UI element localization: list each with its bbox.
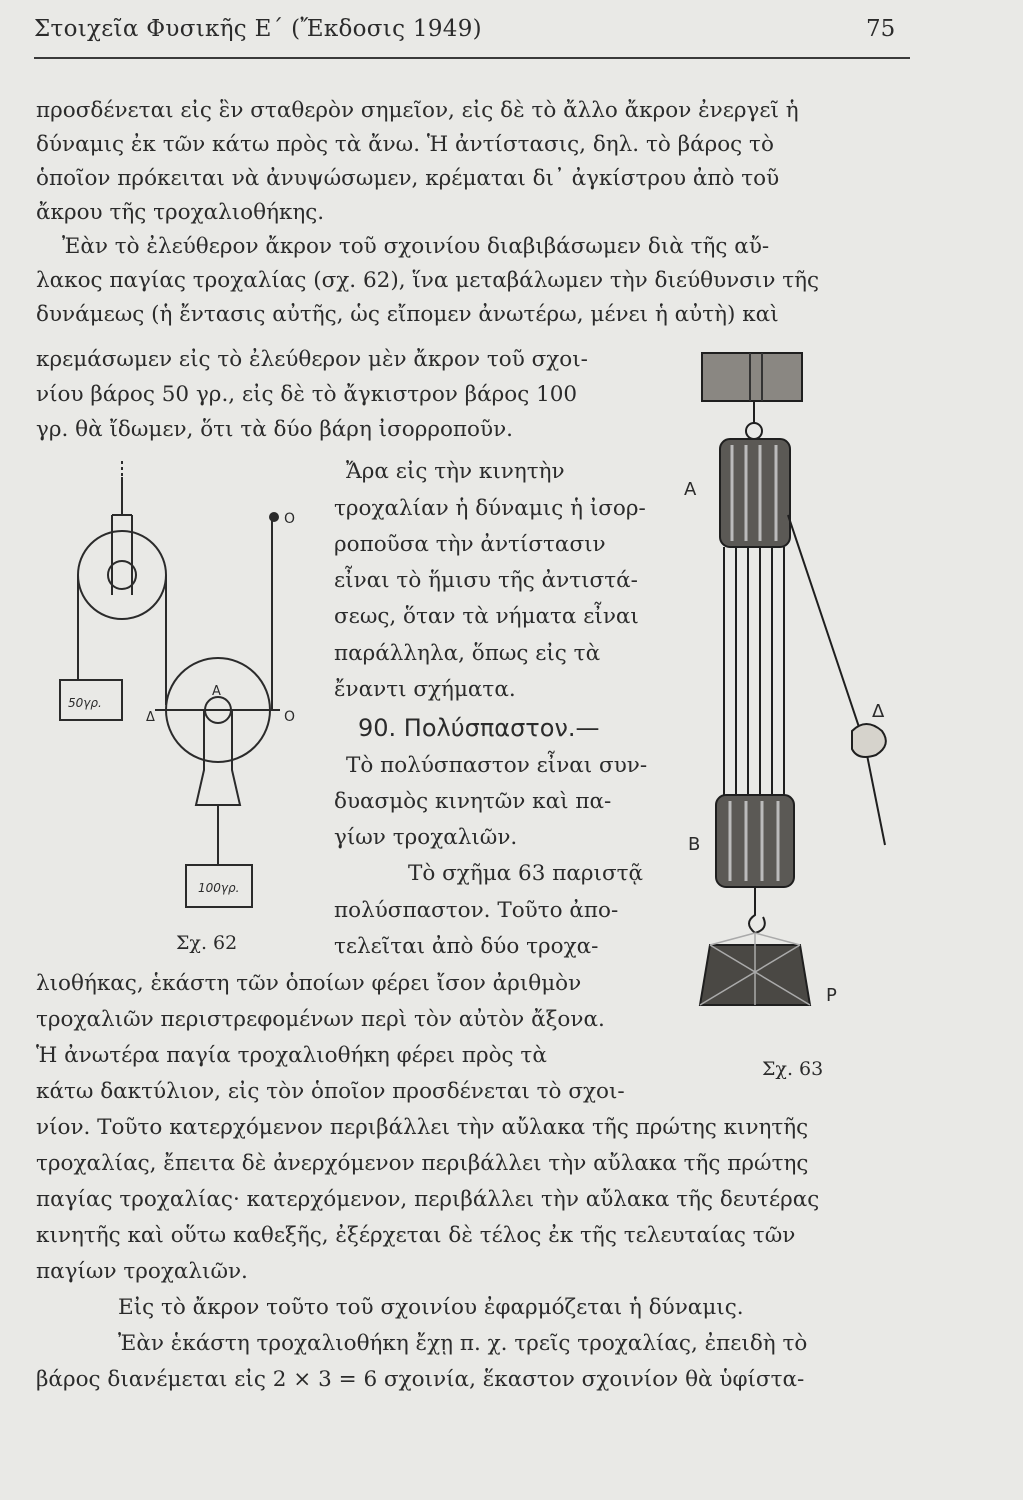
body-line: παγίων τροχαλιῶν. xyxy=(36,1259,248,1284)
anchor-point xyxy=(270,513,278,521)
intro-line: προσδένεται εἰς ἓν σταθερὸν σημεῖον, εἰς δὲ τὸ ἄλλο ἄκρον ἐνεργεῖ ἡ xyxy=(36,98,799,123)
label-O-top: O xyxy=(284,511,296,527)
body-line: Εἰς τὸ ἄκρον τοῦτο τοῦ σχοινίου ἐφαρμόζεται ἡ δύναμις. xyxy=(118,1295,744,1320)
body-line: τροχαλιῶν περιστρεφομένων περὶ τὸν αὐτὸν ἄξονα. xyxy=(36,1007,605,1032)
section-line: τελεῖται ἀπὸ δύο τροχα- xyxy=(334,934,599,959)
intro-line: ἄκρου τῆς τροχαλιοθήκης. xyxy=(36,200,325,225)
label-P-fig63: P xyxy=(826,985,837,1006)
figure-63-caption: Σχ. 63 xyxy=(762,1058,824,1080)
column-line: σεως, ὅταν τὰ νήματα εἶναι xyxy=(334,604,639,629)
label-B-fig63: B xyxy=(688,834,701,855)
lower-block xyxy=(716,795,794,887)
fixed-pulley xyxy=(78,531,166,619)
lower-hook xyxy=(749,887,765,933)
section-heading: 90. Πολύσπαστον.— xyxy=(358,714,600,742)
top-ring xyxy=(746,423,762,439)
intro-line: λακος παγίας τροχαλίας (σχ. 62), ἵνα μεταβάλωμεν τὴν διεύθυνσιν τῆς xyxy=(36,268,820,293)
header-rule xyxy=(34,57,910,59)
figure-62-pulley-diagram xyxy=(40,455,330,915)
body-line: λιοθήκας, ἑκάστη τῶν ὁποίων φέρει ἴσον ἀριθμὸν xyxy=(36,971,582,996)
running-header-title: Στοιχεῖα Φυσικῆς Ε΄ (Ἔκδοσις 1949) xyxy=(34,16,482,42)
wooden-beam xyxy=(702,353,802,401)
section-line: πολύσπαστον. Τοῦτο ἀπο- xyxy=(334,898,619,923)
movable-pulley-hanger xyxy=(196,710,240,805)
body-line: βάρος διανέμεται εἰς 2 × 3 = 6 σχοινία, ἕκαστον σχοινίον θὰ ὑφίστα- xyxy=(36,1367,805,1392)
hand xyxy=(852,724,886,757)
body-line: Ἡ ἀνωτέρα παγία τροχαλιοθήκη φέρει πρὸς τὰ xyxy=(36,1043,547,1068)
weight-small-label: 50γρ. xyxy=(68,696,102,710)
intro-line: κρεμάσωμεν εἰς τὸ ἐλεύθερον μὲν ἄκρον τοῦ σχοι- xyxy=(36,347,588,372)
label-delta-fig63: Δ xyxy=(872,701,885,722)
label-delta-fig62: Δ xyxy=(146,710,155,725)
pulling-rope xyxy=(788,515,885,845)
body-line: τροχαλίας, ἔπειτα δὲ ἀνερχόμενον περιβάλλει τὴν αὔλακα τῆς πρώτης xyxy=(36,1151,809,1176)
fixed-pulley-bracket xyxy=(112,515,132,595)
figure-63-block-and-tackle xyxy=(680,345,910,1025)
section-line: Τὸ σχῆμα 63 παριστᾷ xyxy=(408,861,644,886)
body-line: Ἐὰν ἑκάστη τροχαλιοθήκη ἔχῃ π. χ. τρεῖς τροχαλίας, ἐπειδὴ τὸ xyxy=(118,1331,808,1356)
body-line: παγίας τροχαλίας· κατερχόμενον, περιβάλλει τὴν αὔλακα τῆς δευτέρας xyxy=(36,1187,820,1212)
column-line: παράλληλα, ὅπως εἰς τὰ xyxy=(334,641,601,666)
column-line: ροποῦσα τὴν ἀντίστασιν xyxy=(334,532,606,557)
body-line: νίον. Τοῦτο κατερχόμενον περιβάλλει τὴν αὔλακα τῆς πρώτης κινητῆς xyxy=(36,1115,809,1140)
label-A-fig63: A xyxy=(684,479,697,500)
section-line: γίων τροχαλιῶν. xyxy=(334,825,518,850)
label-O-right: O xyxy=(284,709,296,725)
section-line: Τὸ πολύσπαστον εἶναι συν- xyxy=(346,753,648,778)
figure-62-caption: Σχ. 62 xyxy=(176,932,238,954)
column-line: εἶναι τὸ ἥμισυ τῆς ἀντιστά- xyxy=(334,568,638,593)
intro-line: Ἐὰν τὸ ἐλεύθερον ἄκρον τοῦ σχοινίου διαβιβάσωμεν διὰ τῆς αὔ- xyxy=(62,234,770,259)
body-line: κινητῆς καὶ οὕτω καθεξῆς, ἐξέρχεται δὲ τέλος ἐκ τῆς τελευταίας τῶν xyxy=(36,1223,796,1248)
column-line: ἔναντι σχήματα. xyxy=(334,677,516,702)
body-line: κάτω δακτύλιον, εἰς τὸν ὁποῖον προσδένεται τὸ σχοι- xyxy=(36,1079,625,1104)
intro-line: γρ. θὰ ἴδωμεν, ὅτι τὰ δύο βάρη ἰσορροποῦν. xyxy=(36,417,513,442)
section-line: δυασμὸς κινητῶν καὶ πα- xyxy=(334,789,612,814)
column-line: τροχαλίαν ἡ δύναμις ἡ ἰσορ- xyxy=(334,496,646,521)
intro-line: δυνάμεως (ἡ ἔντασις αὐτῆς, ὡς εἴπομεν ἀνωτέρω, μένει ἡ αὐτὴ) καὶ xyxy=(36,302,779,327)
intro-line: ὁποῖον πρόκειται νὰ ἀνυψώσωμεν, κρέμαται δι᾽ ἀγκίστρου ἀπὸ τοῦ xyxy=(36,166,780,191)
page-number: 75 xyxy=(866,16,896,42)
label-A-fig62: A xyxy=(212,684,221,699)
weight-large-label: 100γρ. xyxy=(198,881,240,895)
intro-line: νίου βάρος 50 γρ., εἰς δὲ τὸ ἄγκιστρον βάρος 100 xyxy=(36,382,578,407)
column-line: Ἄρα εἰς τὴν κινητὴν xyxy=(346,459,565,484)
intro-line: δύναμις ἐκ τῶν κάτω πρὸς τὰ ἄνω. Ἡ ἀντίστασις, δηλ. τὸ βάρος τὸ xyxy=(36,132,774,157)
